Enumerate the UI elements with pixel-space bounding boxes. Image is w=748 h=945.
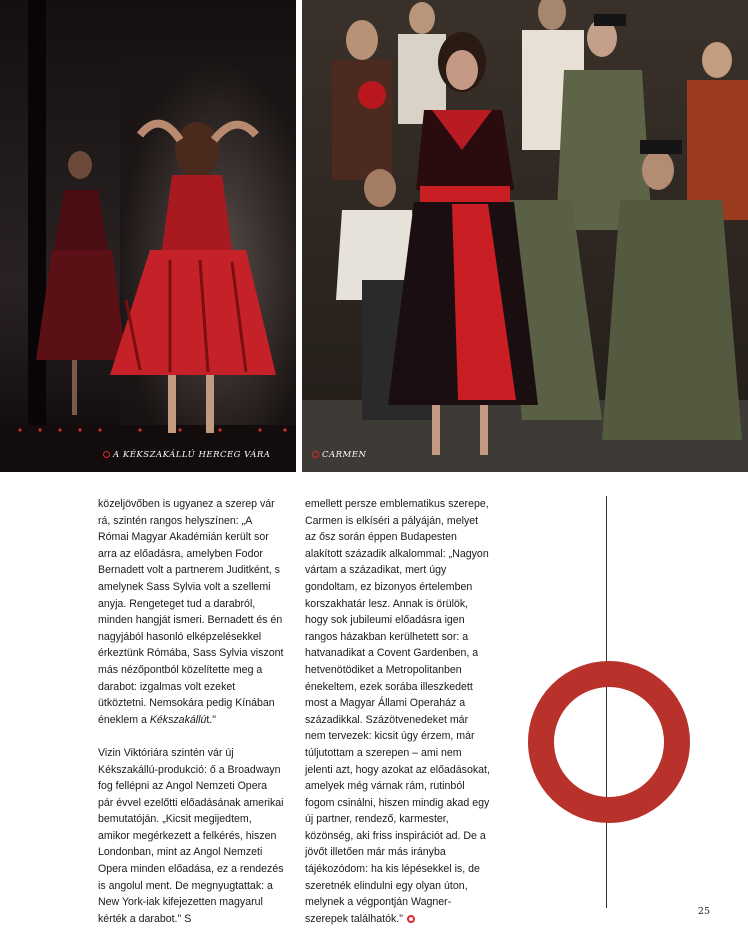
caption-dot-icon [312, 451, 319, 458]
column1-paragraph-2: Vizin Viktóriára szintén vár új Kékszakállú-produkció: ő a Broadwayn fog fellépni az Angol Nemzeti Opera pár évvel ezelőtti előadásának amerikai bemutatóján. „Kicsit megijedtem, amikor megérkezett a felkérés, hiszen Londonban, mint az Angol Nemzeti Opera minden előadása, ez a rendezés is angolul ment. De megnyugtattak: a New York-iak kifejezetten magyarul kérték a darabot." S [98, 746, 284, 925]
column2-paragraph-1-text: emellett persze emblematikus szerepe, Carmen is elkíséri a pályáján, melyet az ősz során éppen Budapesten alakított századik alkalommal: „Nagyon vártam a századikat, mert úgy gondoltam, ez bizonyos értelemben korszakhatár lesz. Annak is örülök, hogy sok jubileumi előadásra igen rangos házakban kerülhetett sor: a hatvanadikat a Covent Gardenben, a hetvenötödiket a Metropolitanben énekeltem, ezek sorába illeszkedett most a Magyar Állami Operaház a századikkal. Százötvenedeket már nem tervezek: kicsit úgy érzem, már túljutottam a szerepen – ami nem jelenti azt, hogy azokat az előadásokat, amelyek még várnak rám, rutinból fogom csinálni, hiszen mindig akad egy új partner, rendező, karmester, közönség, aki friss inspirációt ad. De a jövőt illetően már más irányba tájékozódom: ha kis lépésekkel is, de szeretnék elindulni egy olyan úton, melynek a végpontján Wagner-szerepek találhatók." [305, 498, 490, 925]
caption-left-text: A KÉKSZAKÁLLÚ HERCEG VÁRA [113, 450, 271, 460]
stage-photo-right [302, 0, 748, 472]
italic-title: Kékszakállú [149, 713, 207, 726]
caption-dot-icon [103, 451, 110, 458]
end-of-article-icon [407, 915, 415, 923]
article-column-1 [98, 496, 284, 927]
article-column-2 [305, 496, 491, 927]
photo-kekszakallu [0, 0, 296, 472]
caption-right [312, 450, 366, 460]
photo-carmen [302, 0, 748, 472]
stage-photo-left [0, 0, 296, 472]
column1-paragraph-1 [98, 496, 284, 728]
caption-right-text: CARMEN [322, 450, 367, 460]
column2-paragraph-1 [305, 496, 491, 927]
red-ring-icon [527, 660, 691, 824]
caption-left [103, 450, 270, 460]
page-number: 25 [697, 906, 710, 917]
column1-paragraph-1-text: közeljövőben is ugyanez a szerep vár rá, szintén rangos helyszínen: „A Római Magyar Akadémián került sor arra az előadásra, amelyben Fodor Bernadett volt a partnerem Juditként, s amelynek Sass Sylvia volt a szellemi anyja. Rengeteget tud a darabról, minden hangját ismeri. Bernadett és én nagyjából hasonló elképzelésekkel érkeztünk Rómába, Sass Sylvia viszont más nézőpontból közelítette meg a darabot: izgalmas volt ezeket ütköztetni. Nemsokára pedig Kínában éneklem a [98, 498, 284, 726]
column1-paragraph-1-end: t." [206, 713, 217, 726]
